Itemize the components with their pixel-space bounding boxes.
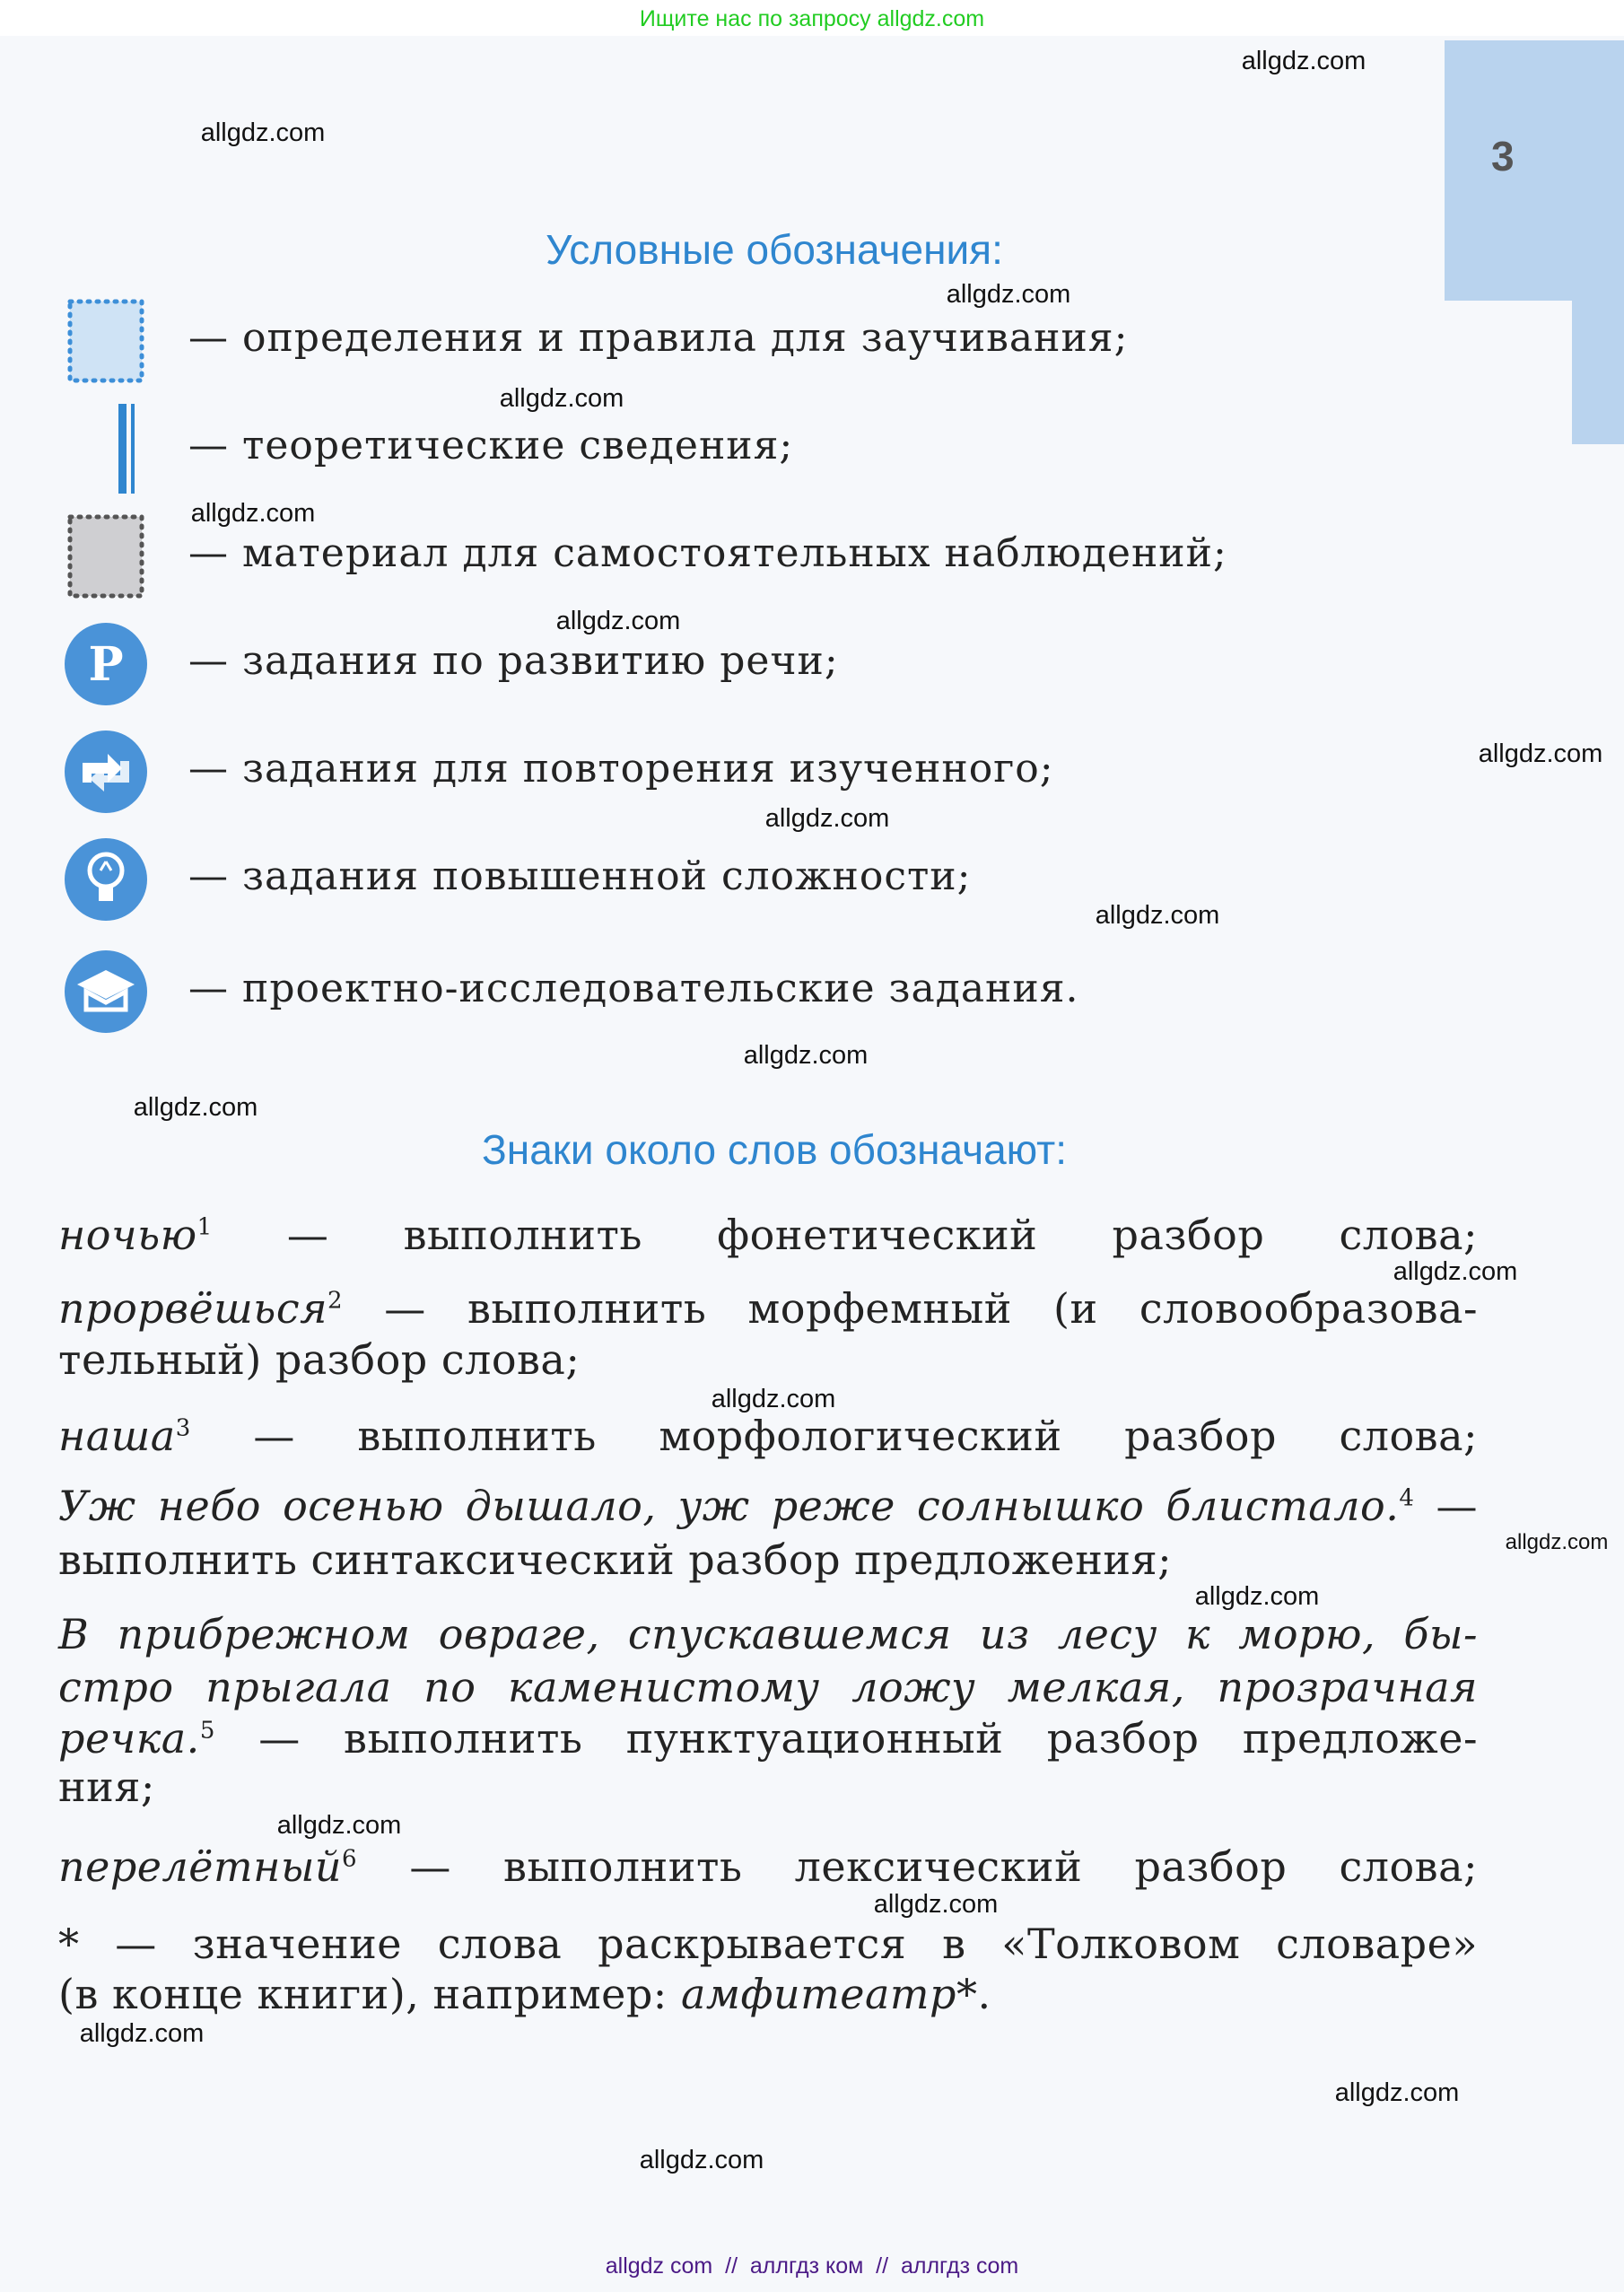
legend-item-label: — задания повышенной сложности;: [188, 853, 972, 899]
mark-punctuation: [58, 1715, 1478, 1762]
legend-title: Условные обозначения:: [546, 226, 1003, 273]
legend-item-label: — задания для повторения изученного;: [188, 746, 1054, 792]
mark-description: — выполнить лексический разбор слова;: [357, 1842, 1478, 1891]
mark-number: 4: [1399, 1484, 1415, 1512]
page-number: 3: [1491, 133, 1515, 179]
mark-number: 1: [196, 1213, 213, 1241]
mark-description: (в конце книги), например:: [58, 1970, 681, 2018]
marks-title: Знаки около слов обозначают:: [482, 1126, 1067, 1173]
mark-description: — выполнить морфологический разбор слова;: [190, 1412, 1478, 1460]
mark-description: —: [1414, 1482, 1478, 1530]
lightbulb-circle-icon: [63, 835, 148, 924]
watermark: allgdz.com: [133, 1093, 258, 1122]
legend-item-repetition: [54, 727, 1400, 817]
dotted-gray-box-icon: [63, 512, 148, 601]
vertical-bar-icon: [63, 404, 148, 494]
example-sentence: стро прыгала по каменистому ложу мелкая, прозрачная: [58, 1663, 1478, 1711]
watermark: allgdz.com: [743, 1041, 869, 1070]
legend-item-label: — материал для самостоятельных наблюдений;: [188, 530, 1227, 576]
page-corner-tab-edge: [1572, 40, 1624, 444]
mark-number: 2: [327, 1287, 344, 1315]
example-sentence: Уж небо осенью дышало, уж реже солнышко блистало.: [58, 1482, 1400, 1530]
legend-item-theory: [54, 404, 1400, 494]
mark-syntactic: [58, 1483, 1478, 1529]
mark-description: — выполнить пунктуационный разбор предложе-: [214, 1714, 1478, 1763]
example-word: амфитеатр: [680, 1970, 956, 2018]
mark-number: 6: [342, 1845, 358, 1873]
mark-punctuation-cont: ния;: [58, 1763, 155, 1811]
watermark: allgdz.com: [276, 1811, 402, 1840]
mark-number: 5: [199, 1717, 215, 1745]
example-word: наша: [58, 1412, 176, 1460]
mark-description: — выполнить фонетический разбор слова;: [212, 1211, 1478, 1259]
legend-item-label: — проектно-исследовательские задания.: [188, 966, 1079, 1011]
watermark: allgdz.com: [873, 1890, 999, 1919]
repeat-arrows-circle-icon: [63, 727, 148, 817]
watermark: allgdz.com: [764, 804, 890, 833]
watermark: allgdz.com: [190, 499, 316, 528]
legend-item-speech: [54, 619, 1400, 709]
mark-lexical: [58, 1843, 1478, 1890]
footer-links: allgdz com // аллгдз ком // аллгдз com: [605, 2253, 1019, 2279]
mark-punctuation-example-2: [58, 1664, 1478, 1710]
mark-asterisk: *.: [956, 1970, 991, 2018]
watermark: allgdz.com: [1095, 901, 1220, 930]
example-word: прорвёшься: [58, 1284, 328, 1333]
watermark: allgdz.com: [1505, 1530, 1609, 1554]
search-banner: Ищите нас по запросу allgdz.com: [639, 6, 985, 31]
mark-morphological: [58, 1413, 1478, 1459]
svg-text:Р: Р: [88, 637, 124, 692]
mark-syntactic-cont: выполнить синтаксический разбор предложения;: [58, 1535, 1173, 1584]
watermark: allgdz.com: [555, 607, 681, 635]
dotted-blue-box-icon: [63, 296, 148, 386]
watermark: allgdz.com: [711, 1385, 836, 1413]
legend-item-label: — теоретические сведения;: [188, 423, 794, 468]
watermark: allgdz.com: [499, 384, 624, 413]
mark-number: 3: [175, 1414, 191, 1442]
watermark: allgdz.com: [200, 118, 326, 147]
mark-morphemic-cont: тельный) разбор слова;: [58, 1335, 581, 1384]
mark-dictionary-cont: [58, 1971, 1478, 2017]
graduation-cap-circle-icon: [63, 947, 148, 1037]
example-word: перелётный: [58, 1842, 343, 1891]
mark-morphemic: [58, 1285, 1478, 1332]
watermark: allgdz.com: [79, 2019, 205, 2048]
example-sentence: В прибрежном овраге, спускавшемся из лесу к морю, бы-: [58, 1610, 1478, 1658]
mark-dictionary: * — значение слова раскрывается в «Толковом словаре»: [58, 1920, 1478, 1968]
legend-item-label: — определения и правила для заучивания;: [188, 315, 1129, 361]
example-word: ночью: [58, 1211, 197, 1259]
watermark: allgdz.com: [1194, 1582, 1320, 1611]
watermark: allgdz.com: [1393, 1257, 1518, 1286]
mark-phonetic: [58, 1212, 1478, 1258]
watermark: allgdz.com: [1334, 2078, 1460, 2107]
legend-item-label: — задания по развитию речи;: [188, 638, 839, 684]
letter-p-circle-icon: [63, 619, 148, 709]
watermark: allgdz.com: [639, 2146, 764, 2174]
legend-item-projects: [54, 947, 1400, 1037]
mark-punctuation-example-1: [58, 1611, 1478, 1658]
watermark: allgdz.com: [946, 280, 1071, 309]
mark-description: — выполнить морфемный (и словообразова-: [343, 1284, 1478, 1333]
watermark: allgdz.com: [1241, 47, 1366, 75]
watermark: allgdz.com: [1478, 739, 1603, 768]
example-sentence: речка.: [58, 1714, 200, 1763]
legend-item-definitions: [54, 296, 1400, 386]
